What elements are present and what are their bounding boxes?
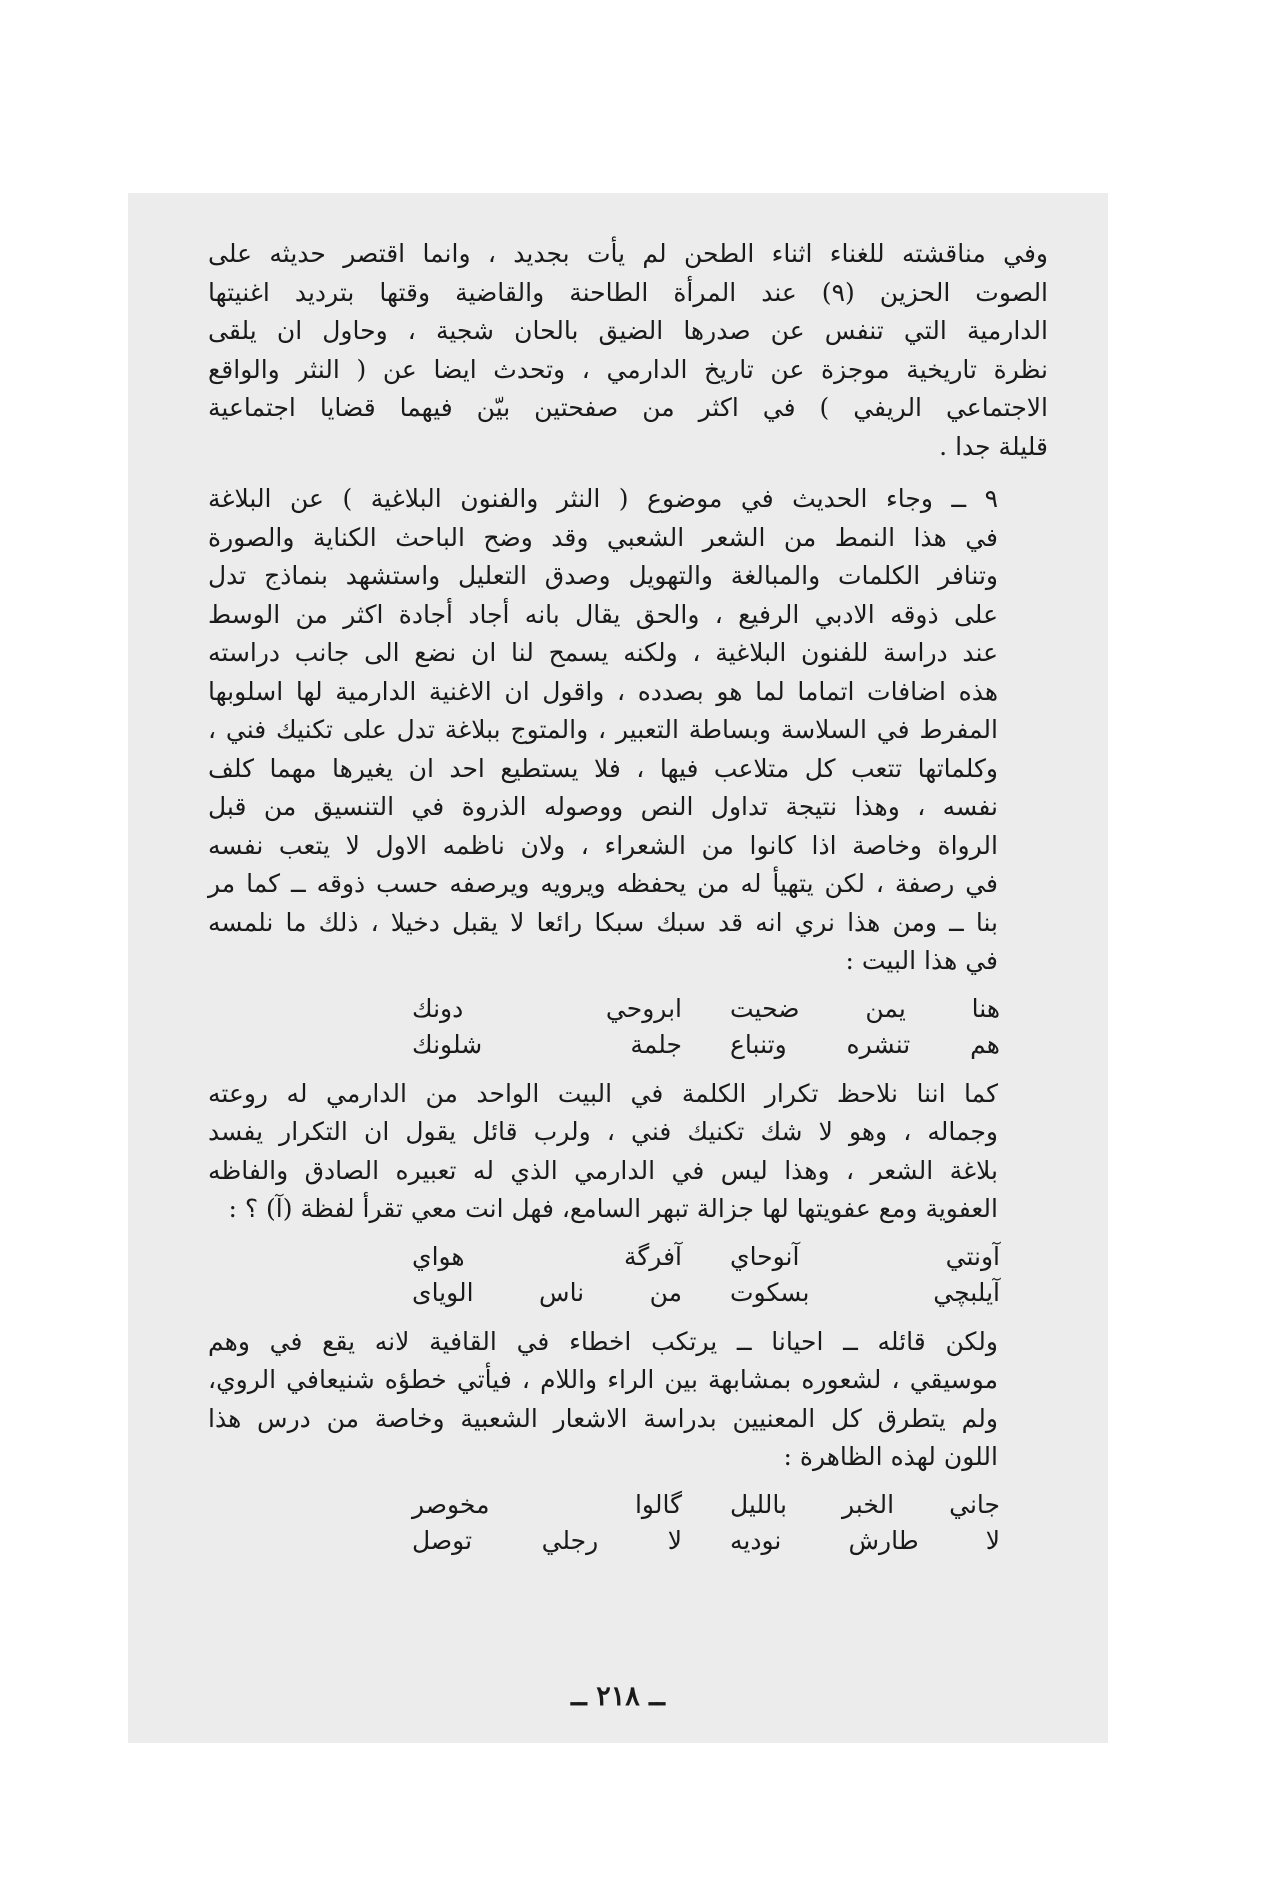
- verse-row: [208, 991, 1000, 1027]
- verse-1: [208, 991, 1048, 1063]
- text-line: اللون لهذه الظاهرة :: [783, 1442, 998, 1471]
- text-line: وفي مناقشته للغناء اثناء الطحن لم يأت بجديد ، وانما اقتصر حديثه على: [208, 239, 1048, 268]
- text-line: نظرة تاريخية موجزة عن تاريخ الدارمي ، وتحدث ايضا عن ( النثر والواقع: [208, 354, 1048, 384]
- verse-row: [208, 1027, 1000, 1063]
- text-line: وجماله ، وهو لا شك تكنيك فني ، ولرب قائل يقول ان التكرار يفسد: [208, 1117, 998, 1146]
- verse-first-hemistich: هنا يمن ضحيت: [730, 993, 1000, 1023]
- text-line: الاجتماعي الريفي ) في اكثر من صفحتين بيّن فيهما قضايا اجتماعية: [208, 393, 1048, 422]
- verse-first-hemistich: هم تنشره وتنباع: [730, 1029, 1000, 1059]
- text-line: بلاغة الشعر ، وهذا ليس في الدارمي الذي له تعبيره الصادق والفاظه: [208, 1155, 998, 1185]
- verse-second-hemistich: لا رجلي توصل: [412, 1525, 682, 1555]
- verse-first-hemistich: آونتي آنوحاي: [730, 1241, 1000, 1271]
- text-line: نفسه ، وهذا نتيجة تداول النص ووصوله الذروة في التنسيق من قبل: [208, 792, 998, 821]
- verse-second-hemistich: جلمة شلونك: [412, 1029, 682, 1059]
- page-number: ــ ٢١٨ ــ: [571, 1681, 665, 1712]
- text-line: الصوت الحزين (٩) عند المرأة الطاحنة والقاضية وقتها بترديد اغنيتها: [208, 277, 1049, 307]
- text-line: بنا ــ ومن هذا نري انه قد سبك سبكا رائعا لا يقبل دخيلا ، ذلك ما نلمسه: [208, 907, 998, 937]
- text-line: المفرط في السلاسة وبساطة التعبير ، والمتوج ببلاغة تدل على تكنيك فني ،: [208, 715, 998, 744]
- paragraph-3: [208, 1075, 1048, 1229]
- text-line: وكلماتها تتعب كل متلاعب فيها ، فلا يستطيع احد ان يغيرها مهما كلف: [208, 753, 998, 783]
- verse-row: [208, 1523, 1000, 1559]
- text-line: على ذوقه الادبي الرفيع ، والحق يقال بانه أجاد أجادة اكثر من الوسط: [208, 599, 998, 629]
- verse-second-hemistich: ابروحي دونك: [412, 993, 682, 1023]
- text-line: ولكن قائله ــ احيانا ــ يرتكب اخطاء في القافية لانه يقع في وهم: [208, 1326, 998, 1356]
- paragraph-4: [208, 1323, 1048, 1477]
- scanned-page: [128, 193, 1108, 1743]
- verse-row: [208, 1239, 1000, 1275]
- text-line: عند دراسة للفنون البلاغية ، ولكنه يسمح لنا ان نضع الى جانب دراسته: [208, 638, 998, 667]
- text-line: في هذا البيت :: [845, 946, 998, 975]
- text-line: في هذا النمط من الشعر الشعبي وقد وضح الباحث الكناية والصورة: [208, 522, 998, 552]
- text-line: العفوية ومع عفويتها لها جزالة تبهر السامع، فهل انت معي تقرأ لفظة (آ) ؟ :: [228, 1194, 998, 1223]
- text-line: وتنافر الكلمات والمبالغة والتهويل وصدق التعليل واستشهد بنماذج تدل: [208, 561, 998, 590]
- text-line: ٩ ــ وجاء الحديث في موضوع ( النثر والفنون البلاغية ) عن البلاغة: [208, 484, 998, 513]
- text-line: موسيقي ، لشعوره بمشابهة بين الراء واللام ، فيأتي خطؤه شنيعافي الروي،: [208, 1365, 998, 1394]
- text-line: قليلة جدا .: [939, 431, 1048, 461]
- verse-3: [208, 1487, 1048, 1559]
- text-line: ولم يتطرق كل المعنيين بدراسة الاشعار الشعبية وخاصة من درس هذا: [208, 1403, 998, 1433]
- verse-first-hemistich: جاني الخبر بالليل: [730, 1489, 1000, 1519]
- text-line: الدارمية التي تنفس عن صدرها الضيق بالحان شجية ، وحاول ان يلقى: [208, 316, 1048, 345]
- verse-second-hemistich: آفرگة هواي: [412, 1241, 682, 1271]
- paragraph-1: [208, 235, 1048, 466]
- verse-first-hemistich: لا طارش نوديه: [730, 1525, 1000, 1555]
- verse-2: [208, 1239, 1048, 1311]
- paragraph-2: [208, 480, 1048, 981]
- verse-first-hemistich: آيلبچي بسكوت: [730, 1277, 1000, 1307]
- verse-row: [208, 1275, 1000, 1311]
- verse-row: [208, 1487, 1000, 1523]
- page-body: [208, 235, 1048, 1571]
- text-line: في رصفة ، لكن يتهيأ له من يحفظه ويرويه ويرصفه حسب ذوقه ــ كما مر: [208, 869, 998, 898]
- verse-second-hemistich: من ناس الويای: [412, 1277, 682, 1307]
- text-line: الرواة وخاصة اذا كانوا من الشعراء ، ولان ناظمه الاول لا يتعب نفسه: [208, 830, 998, 860]
- text-line: هذه اضافات اتماما لما هو بصدده ، واقول ان الاغنية الدارمية لها اسلوبها: [208, 676, 998, 706]
- verse-second-hemistich: گالوا مخوصر: [412, 1489, 682, 1519]
- text-line: كما اننا نلاحظ تكرار الكلمة في البيت الواحد من الدارمي له روعته: [208, 1078, 998, 1108]
